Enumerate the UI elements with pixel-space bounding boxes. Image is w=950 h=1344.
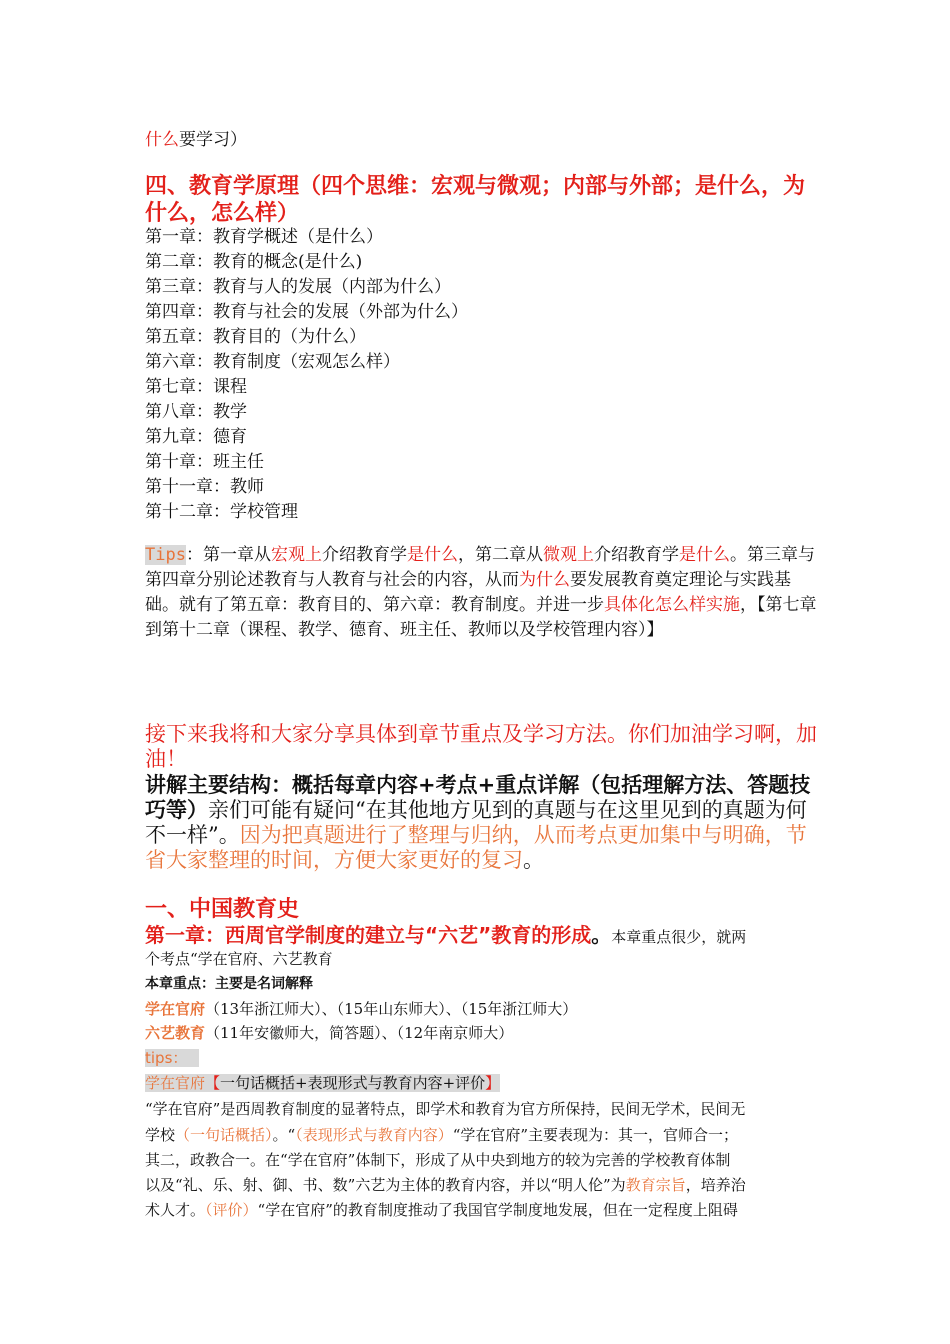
chapter-item: 第一章：教育学概述（是什么） xyxy=(145,227,383,247)
tips2-line xyxy=(145,1047,199,1069)
tips2-label: tips： xyxy=(145,1049,199,1067)
focus-label: 本章重点：主要是名词解释 xyxy=(145,976,313,992)
tips-text: ：第一章从 xyxy=(185,545,271,565)
focus-item xyxy=(145,998,577,1020)
tips-red-text: 是什么 xyxy=(678,545,730,565)
tips-text: ，【第七章到第十二章（课程、教学、德育、班主任、教师以及学校管理内容）】 xyxy=(145,595,817,640)
focus-term: 学在官府 xyxy=(145,1000,206,1018)
tips-red-text: 宏观上 xyxy=(270,545,322,565)
answer-heading-term: 学在官府 xyxy=(145,1074,206,1092)
answer-orange-text: （表现形式与教育内容） xyxy=(295,1126,453,1144)
answer-text: “学在官府”主要表现为：其一，官师合一； xyxy=(452,1126,739,1144)
focus-detail: （13年浙江师大）、（15年山东师大）、（15年浙江师大） xyxy=(205,1000,578,1018)
history-heading: 一、中国教育史 xyxy=(145,897,300,922)
chapter1-note: 本章重点很少，就两 xyxy=(611,928,747,946)
answer-heading-bracket: 【 xyxy=(205,1074,221,1092)
answer-orange-text: 教育宗旨 xyxy=(625,1176,686,1194)
intro-red-text: 什么 xyxy=(145,130,179,150)
chapter-item: 第五章：教育目的（为什么） xyxy=(145,327,366,347)
answer-line xyxy=(145,1174,746,1196)
structure-paragraph xyxy=(145,773,817,873)
answer-line xyxy=(145,1199,738,1221)
chapter-item: 第三章：教育与人的发展（内部为什么） xyxy=(145,277,451,297)
tips-label: Tips xyxy=(145,545,186,565)
chapter-item: 第十章：班主任 xyxy=(145,452,264,472)
tips-text: 介绍教育学 xyxy=(321,545,407,565)
share-line: 接下来我将和大家分享具体到章节重点及学习方法。你们加油学习啊，加油！ xyxy=(145,722,817,771)
answer-text: “学在官府”的教育制度推动了我国官学制度地发展，但在一定程度上阻碍 xyxy=(257,1201,738,1219)
structure-orange-text: 因为把真题进行了整理与归纳，从而考点更加集中与明确，节省大家整理的时间，方便大家更好的复习 xyxy=(145,823,807,872)
structure-text: 亲们可能有疑问“在其他地方见到的真题与在这里见到的真题为何不一样”。 xyxy=(145,798,807,847)
tips-red-text: 微观上 xyxy=(542,545,594,565)
tips-text: 。第三章与第四章分别论述教育与人教育与社会的内容，从而 xyxy=(145,545,815,590)
answer-text: 术人才。 xyxy=(145,1201,206,1219)
focus-term: 六艺教育 xyxy=(145,1024,206,1042)
chapter-item: 第八章：教学 xyxy=(145,402,247,422)
answer-heading-body: 一句话概括+表现形式与教育内容+评价 xyxy=(220,1074,486,1092)
chapter1-title: 第一章：西周官学制度的建立与“六艺”教育的形成 xyxy=(145,923,592,947)
tips-text: 介绍教育学 xyxy=(593,545,679,565)
chapter1-title-line xyxy=(145,922,746,950)
answer-orange-text: （评价） xyxy=(205,1201,258,1219)
focus-detail: （11年安徽师大，简答题）、（12年南京师大） xyxy=(205,1024,514,1042)
answer-heading xyxy=(145,1072,500,1094)
chapter1-note-line2: 个考点“学在官府、六艺教育 xyxy=(145,950,333,968)
focus-item xyxy=(145,1022,513,1044)
tips-text: ，第二章从 xyxy=(457,545,543,565)
answer-text: 。“ xyxy=(272,1126,296,1144)
answer-line: 其二，政教合一。在“学在官府”体制下，形成了从中央到地方的较为完善的学校教育体制 xyxy=(145,1151,731,1169)
chapter1-dot: 。 xyxy=(591,923,612,947)
tips-red-text: 为什么 xyxy=(519,570,570,590)
chapter-item: 第七章：课程 xyxy=(145,377,247,397)
answer-line xyxy=(145,1124,738,1146)
chapter-item: 第九章：德育 xyxy=(145,427,247,447)
chapter-item: 第十二章：学校管理 xyxy=(145,502,298,522)
answer-text: ，培养治 xyxy=(685,1176,746,1194)
tips-red-text: 是什么 xyxy=(406,545,458,565)
chapter-item: 第六章：教育制度（宏观怎么样） xyxy=(145,352,400,372)
tips-text: 要发展教育奠定理论与实践基础。就有了第五章：教育目的、第六章：教育制度。并进一步 xyxy=(145,570,791,615)
chapter-item: 第四章：教育与社会的发展（外部为什么） xyxy=(145,302,468,322)
answer-text: 以及“礼、乐、射、御、书、数”六艺为主体的教育内容，并以“明人伦”为 xyxy=(145,1176,626,1194)
answer-line: “学在官府”是西周教育制度的显著特点，即学术和教育为官方所保持，民间无学术，民间无 xyxy=(145,1100,746,1118)
answer-heading-bracket: 】 xyxy=(485,1074,501,1092)
tips-red-text: 具体化怎么样实施 xyxy=(604,595,740,615)
structure-end: 。 xyxy=(523,848,544,872)
answer-orange-text: （一句话概括） xyxy=(175,1126,273,1144)
section4-heading-line1: 四、教育学原理（四个思维：宏观与微观；内部与外部；是什么，为 xyxy=(145,174,806,199)
chapter-item: 第十一章：教师 xyxy=(145,477,264,497)
intro-line xyxy=(145,125,247,150)
intro-text: 要学习） xyxy=(179,130,247,150)
tips-paragraph xyxy=(145,543,817,643)
answer-text: 学校 xyxy=(145,1126,176,1144)
structure-bold-text: 讲解主要结构：概括每章内容+考点+重点详解（包括理解方法、答题技巧等） xyxy=(145,773,811,822)
section4-heading-line2: 什么，怎么样） xyxy=(145,201,300,226)
chapter-item: 第二章：教育的概念(是什么) xyxy=(145,252,363,272)
